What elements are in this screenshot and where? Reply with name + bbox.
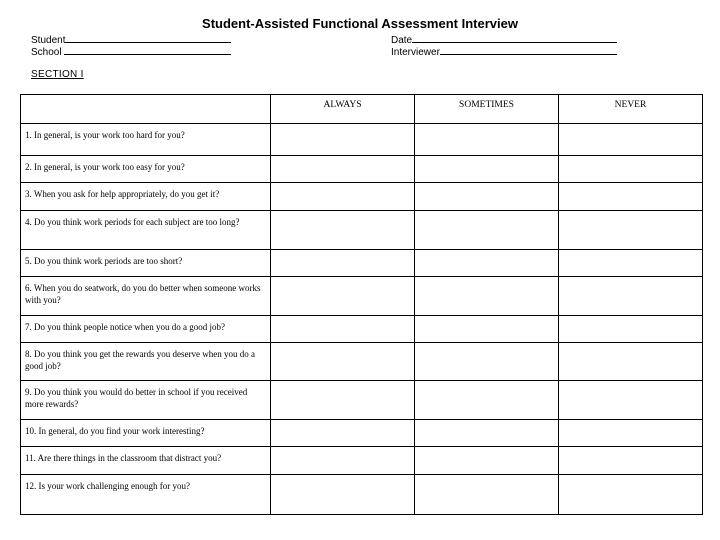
table-row [21, 420, 703, 447]
sometimes-answer-cell[interactable] [415, 277, 559, 316]
student-blank-line[interactable] [65, 33, 231, 43]
table-row [21, 475, 703, 515]
assessment-table [20, 94, 703, 515]
never-answer-cell[interactable] [559, 420, 703, 447]
section-label: SECTION I [31, 69, 84, 80]
never-answer-cell[interactable] [559, 124, 703, 156]
table-row [21, 250, 703, 277]
question-cell: 9. Do you think you would do better in school if you received more rewards? [21, 381, 271, 420]
always-answer-cell[interactable] [271, 124, 415, 156]
page-title: Student-Assisted Functional Assessment Interview [202, 16, 518, 31]
sometimes-answer-cell[interactable] [415, 156, 559, 183]
sometimes-answer-cell[interactable] [415, 124, 559, 156]
table-header-row [21, 95, 703, 124]
always-answer-cell[interactable] [271, 343, 415, 381]
never-answer-cell[interactable] [559, 343, 703, 381]
interviewer-blank-line[interactable] [440, 45, 617, 55]
interviewer-label: Interviewer [391, 47, 440, 58]
always-answer-cell[interactable] [271, 211, 415, 250]
school-label: School [31, 47, 65, 58]
sometimes-answer-cell[interactable] [415, 381, 559, 420]
question-cell: 7. Do you think people notice when you do a good job? [21, 316, 271, 343]
never-answer-cell[interactable] [559, 211, 703, 250]
question-column-header [21, 95, 271, 124]
interviewer-field [391, 45, 617, 59]
question-cell: 3. When you ask for help appropriately, do you get it? [21, 183, 271, 211]
question-cell: 12. Is your work challenging enough for you? [21, 475, 271, 515]
date-label: Date [391, 35, 413, 46]
table-row [21, 316, 703, 343]
sometimes-answer-cell[interactable] [415, 211, 559, 250]
table-row [21, 447, 703, 475]
always-answer-cell[interactable] [271, 316, 415, 343]
sometimes-answer-cell[interactable] [415, 420, 559, 447]
table-row [21, 343, 703, 381]
always-answer-cell[interactable] [271, 447, 415, 475]
table-row [21, 211, 703, 250]
never-answer-cell[interactable] [559, 183, 703, 211]
never-answer-cell[interactable] [559, 447, 703, 475]
question-cell: 4. Do you think work periods for each subject are too long? [21, 211, 271, 250]
always-answer-cell[interactable] [271, 277, 415, 316]
table-row [21, 156, 703, 183]
table-row [21, 381, 703, 420]
always-answer-cell[interactable] [271, 183, 415, 211]
always-answer-cell[interactable] [271, 250, 415, 277]
sometimes-answer-cell[interactable] [415, 475, 559, 515]
question-cell: 8. Do you think you get the rewards you deserve when you do a good job? [21, 343, 271, 381]
question-cell: 5. Do you think work periods are too short? [21, 250, 271, 277]
question-cell: 11. Are there things in the classroom that distract you? [21, 447, 271, 475]
sometimes-answer-cell[interactable] [415, 343, 559, 381]
question-cell: 10. In general, do you find your work interesting? [21, 420, 271, 447]
question-cell: 2. In general, is your work too easy for you? [21, 156, 271, 183]
never-answer-cell[interactable] [559, 381, 703, 420]
question-cell: 6. When you do seatwork, do you do better when someone works with you? [21, 277, 271, 316]
never-answer-cell[interactable] [559, 475, 703, 515]
never-answer-cell[interactable] [559, 250, 703, 277]
sometimes-answer-cell[interactable] [415, 183, 559, 211]
never-column-header: NEVER [559, 95, 703, 124]
always-answer-cell[interactable] [271, 156, 415, 183]
sometimes-column-header: SOMETIMES [415, 95, 559, 124]
never-answer-cell[interactable] [559, 316, 703, 343]
never-answer-cell[interactable] [559, 277, 703, 316]
date-blank-line[interactable] [412, 33, 617, 43]
table-row [21, 183, 703, 211]
always-answer-cell[interactable] [271, 420, 415, 447]
student-label: Student [31, 35, 66, 46]
sometimes-answer-cell[interactable] [415, 316, 559, 343]
never-answer-cell[interactable] [559, 156, 703, 183]
always-column-header: ALWAYS [271, 95, 415, 124]
sometimes-answer-cell[interactable] [415, 250, 559, 277]
school-field [31, 45, 231, 59]
school-blank-line[interactable] [64, 45, 231, 55]
table-row [21, 277, 703, 316]
table-row [21, 124, 703, 156]
sometimes-answer-cell[interactable] [415, 447, 559, 475]
always-answer-cell[interactable] [271, 475, 415, 515]
always-answer-cell[interactable] [271, 381, 415, 420]
question-cell: 1. In general, is your work too hard for you? [21, 124, 271, 156]
